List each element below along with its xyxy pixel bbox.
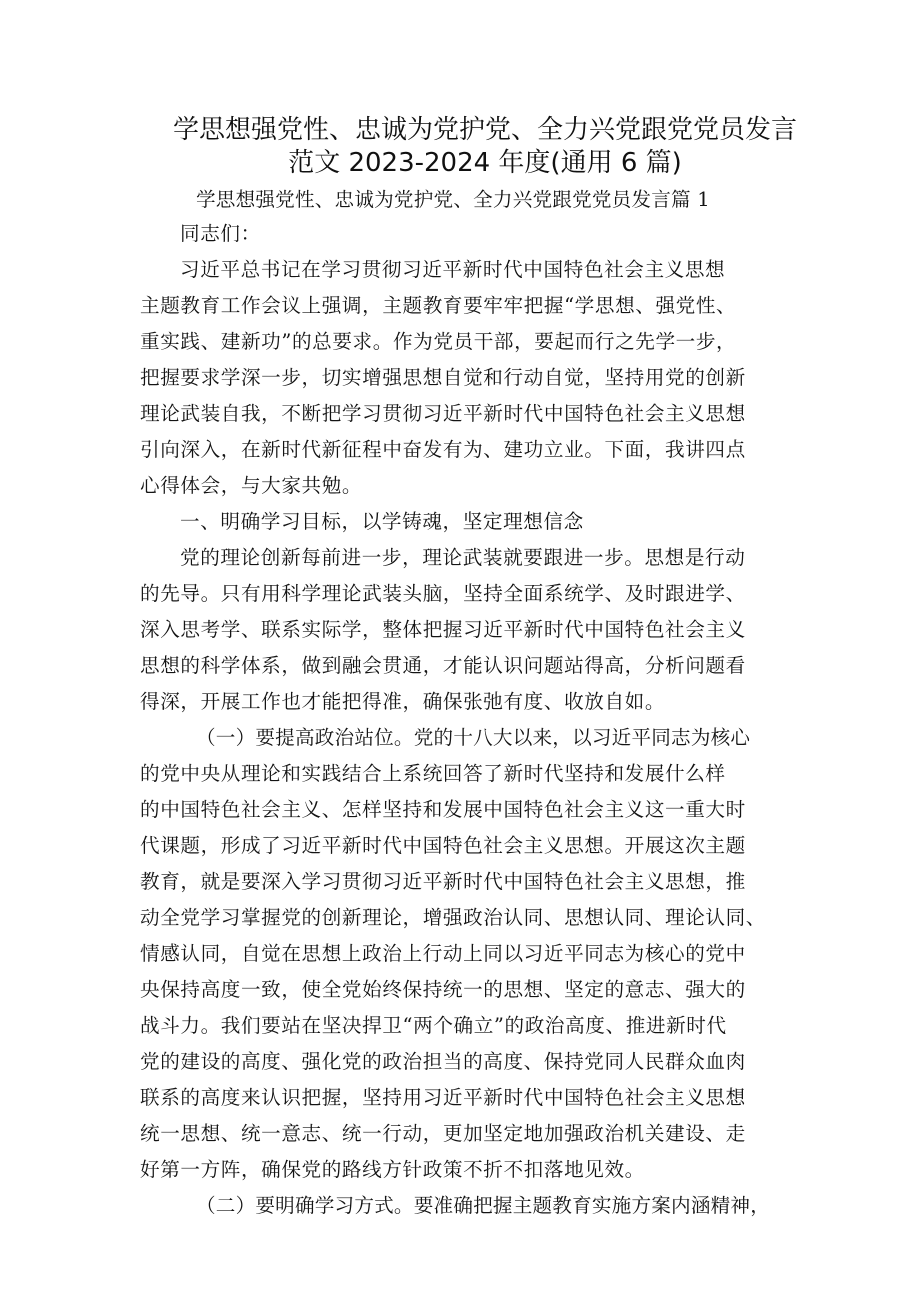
paragraph-line: 联系的高度来认识把握，坚持用习近平新时代中国特色社会主义思想 bbox=[140, 1086, 746, 1109]
paragraph-line: 思想的科学体系，做到融会贯通，才能认识问题站得高，分析问题看 bbox=[140, 654, 746, 677]
paragraph-line: 心得体会，与大家共勉。 bbox=[140, 474, 363, 497]
section-subtitle: 学思想强党性、忠诚为党护党、全力兴党跟党党员发言篇 1 bbox=[196, 188, 710, 211]
paragraph-line: 重实践、建新功”的总要求。作为党员干部，要起而行之先学一步， bbox=[140, 330, 737, 353]
paragraph-line: 习近平总书记在学习贯彻习近平新时代中国特色社会主义思想 bbox=[180, 258, 726, 281]
paragraph-line: 情感认同，自觉在思想上政治上行动上同以习近平同志为核心的党中 bbox=[140, 942, 746, 965]
paragraph-line: （二）要明确学习方式。要准确把握主题教育实施方案内涵精神， bbox=[196, 1194, 771, 1217]
paragraph-line: 好第一方阵，确保党的路线方针政策不折不扣落地见效。 bbox=[140, 1158, 645, 1181]
paragraph-line: （一）要提高政治站位。党的十八大以来，以习近平同志为核心 bbox=[196, 726, 751, 749]
paragraph-line: 主题教育工作会议上强调，主题教育要牢牢把握“学思想、强党性、 bbox=[140, 294, 737, 317]
paragraph-line: 央保持高度一致，使全党始终保持统一的思想、坚定的意志、强大的 bbox=[140, 978, 746, 1001]
paragraph-line: 把握要求学深一步，切实增强思想自觉和行动自觉，坚持用党的创新 bbox=[140, 366, 746, 389]
paragraph-line: 引向深入，在新时代新征程中奋发有为、建功立业。下面，我讲四点 bbox=[140, 438, 746, 461]
section-heading: 一、明确学习目标，以学铸魂，坚定理想信念 bbox=[180, 510, 584, 533]
paragraph-line: 战斗力。我们要站在坚决捍卫“两个确立”的政治高度、推进新时代 bbox=[140, 1014, 727, 1037]
paragraph-line: 代课题，形成了习近平新时代中国特色社会主义思想。开展这次主题 bbox=[140, 834, 746, 857]
document-title-line-2: 范文 2023-2024 年度(通用 6 篇) bbox=[288, 148, 682, 178]
paragraph-line: 的中国特色社会主义、怎样坚持和发展中国特色社会主义这一重大时 bbox=[140, 798, 746, 821]
salutation: 同志们： bbox=[180, 222, 261, 245]
paragraph-line: 深入思考学、联系实际学，整体把握习近平新时代中国特色社会主义 bbox=[140, 618, 746, 641]
paragraph-line: 教育，就是要深入学习贯彻习近平新时代中国特色社会主义思想，推 bbox=[140, 870, 746, 893]
paragraph-line: 的党中央从理论和实践结合上系统回答了新时代坚持和发展什么样 bbox=[140, 762, 726, 785]
document-title-line-1: 学思想强党性、忠诚为党护党、全力兴党跟党党员发言 bbox=[172, 115, 797, 145]
paragraph-line: 理论武装自我，不断把学习贯彻习近平新时代中国特色社会主义思想 bbox=[140, 402, 746, 425]
paragraph-line: 得深，开展工作也才能把得准，确保张弛有度、收放自如。 bbox=[140, 690, 666, 713]
paragraph-line: 党的建设的高度、强化党的政治担当的高度、保持党同人民群众血肉 bbox=[140, 1050, 746, 1073]
paragraph-line: 动全党学习掌握党的创新理论，增强政治认同、思想认同、理论认同、 bbox=[140, 906, 767, 929]
paragraph-line: 党的理论创新每前进一步，理论武装就要跟进一步。思想是行动 bbox=[180, 546, 746, 569]
paragraph-line: 的先导。只有用科学理论武装头脑，坚持全面系统学、及时跟进学、 bbox=[140, 582, 746, 605]
paragraph-line: 统一思想、统一意志、统一行动，更加坚定地加强政治机关建设、走 bbox=[140, 1122, 746, 1145]
